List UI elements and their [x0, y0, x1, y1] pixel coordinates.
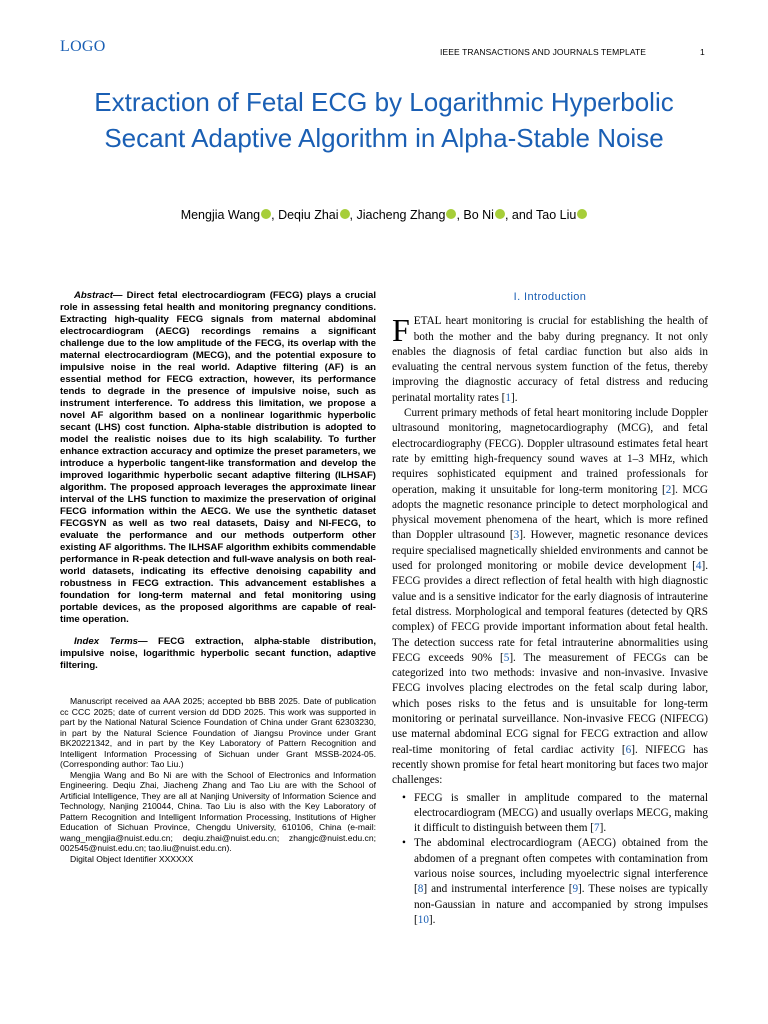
- author-name: Mengjia Wang: [180, 208, 261, 222]
- footnote: [60, 696, 376, 864]
- author-name: , Bo Ni: [456, 208, 494, 222]
- intro-paragraph-1: [392, 314, 708, 406]
- intro-paragraph-2: Current primary methods of fetal heart monitoring include Doppler ultrasound monitoring, magnetocardiography (MCG), and fetal electrocardiography (FECG). Doppler ultrasound estimates fetal heart rate by emitting high-frequency sound waves at 1–3 MHz, which requires sophisticated equipment and trained professionals for operation, making it unsuitable for long-term monitoring [2]. MCG adopts the magnetic resonance principle to detect morphological and physical movement phenomena of the heart, which is more refined than Doppler ultrasound [3]. However, magnetic resonance devices require specialised magnetically shielded environments and cannot be used for prolonged monitoring or mobile device development [4]. FECG provides a direct reflection of fetal health with high diagnostic value and is a sensitive indicator for the early diagnosis of intrauterine fetal distress. Morphological and temporal features (detected by QRS complex) of FECG provide important information about fetal health. The detection success rate for fetal intrauterine abnormalities using FECG exceeds 90% [5]. The measurement of FECGs can be categorized into two methods: invasive and non-invasive. Invasive FECG involves placing electrodes on the fetal scalp during labor, which poses risks to the fetus and is unsuitable for long-term monitoring or perinatal surveillance. Non-invasive FECG (NIFECG) use maternal abdominal ECG signal for FECG extraction and allow real-time monitoring of fetal cardiac activity [6]. NIFECG has recently shown promise for fetal heart monitoring but faces two major challenges:: [392, 407, 708, 787]
- author-name: , and Tao Liu: [504, 208, 577, 222]
- index-terms-label: Index Terms: [74, 636, 138, 647]
- paper-title: Extraction of Fetal ECG by Logarithmic Hyperbolic Secant Adaptive Algorithm in Alpha-Stable Noise: [94, 87, 674, 153]
- index-terms: [60, 636, 376, 672]
- intro-paragraph-1-text: ETAL heart monitoring is crucial for establishing the health of both the mother and the baby during pregnancy. It not only enables the diagnosis of fetal cardiac function but also aids in evaluating the central nervous system function of the fetus, thereby improving the diagnostic accuracy of fetal distress and reducing perinatal mortality rates [1].: [392, 315, 708, 404]
- abstract: [60, 290, 376, 626]
- orcid-icon[interactable]: [261, 209, 271, 219]
- page-number: 1: [700, 47, 705, 57]
- orcid-icon[interactable]: [340, 209, 350, 219]
- index-terms-text: — FECG extraction, alpha-stable distribution, impulsive noise, logarithmic hyperbolic secant function, adaptive filtering.: [60, 636, 376, 671]
- abstract-text: — Direct fetal electrocardiogram (FECG) plays a crucial role in assessing fetal health and monitoring pregnancy conditions. Extracting high-quality FECG signals from maternal abdominal electrocardiogram (AECG) recordings remains a significant challenge due to the low amplitude of the FECG, its overlap with the maternal electrocardiogram (MECG), and the potential exposure to impulsive noise in the real world. Adaptive filtering (AF) is an essential method for FECG extraction, however, its performance tends to degrade in the presence of impulsive noise, such as instrument interference. To address this limitation, we propose a novel AF algorithm based on a nonlinear logarithmic hyperbolic secant (LHS) cost function. Alpha-stable distribution is adopted to model the realistic noises due to its high scalability. To further enhance extraction accuracy and optimize the preset parameters, we introduce a hyperbolic tangent-like transformation and develop the improved logarithmic hyperbolic secant adaptive filtering (ILHSAF) algorithm. The proposed approach leverages the approximate linear interval of the LHS function to maximize the preservation of original FECG information within the AECG. We use the synthetic dataset FECGSYN as well as two real datasets, Daisy and NI-FECG, to evaluate the performance and our methods outperform other existing AF algorithms. The ILHSAF algorithm exhibits commendable performance in R-peak detection and full-wave analysis on both real-world datasets, indicating its effective denoising capability and robustness in FECG extraction. This advancement establishes a foundation for long-term maternal and fetal monitoring using portable devices, as the proposed algorithms are capable of real-time operation.: [60, 290, 376, 625]
- abstract-label: Abstract: [74, 290, 113, 301]
- list-item: • FECG is smaller in amplitude compared to the maternal electrocardiogram (MECG) and usually overlaps MECG, making it difficult to distinguish between them [7].: [414, 791, 708, 837]
- author-list: [60, 208, 708, 222]
- drop-cap: F: [392, 312, 410, 349]
- orcid-icon[interactable]: [577, 209, 587, 219]
- footnote-manuscript: Manuscript received aa AAA 2025; accepted bb BBB 2025. Date of publication cc CCC 2025; date of current version dd DDD 2025. This work was supported in part by the National Natural Science Foundation of China under Grant 62303230, in part by the Natural Science Foundation of Jiangsu Province under Grant BK20221342, and in part by the Key Laboratory of Pattern Recognition and Intelligent Information Processing of Sichuan under Grant MSSB-2024-05. (Corresponding author: Tao Liu.): [60, 696, 376, 769]
- author-name: , Jiacheng Zhang: [349, 208, 446, 222]
- author-name: , Deqiu Zhai: [271, 208, 339, 222]
- footnote-affiliations: Mengjia Wang and Bo Ni are with the School of Electronics and Information Engineering. Deqiu Zhai, Jiacheng Zhang and Tao Liu are with the School of Artificial Intelligence, They are all at Nanjing University of Information Science and Technology, Nanjing 210044, China. Tao Liu is also with the Key Laboratory of Pattern Recognition and Intelligent Information Processing, Institutions of Higher Education of Sichuan Province, Chengdu University, 610106, China (e-mail: wang_mengjia@nuist.edu.cn; deqiu.zhai@nuist.edu.cn; zhangjc@nuist.edu.cn; 002545@nuist.edu.cn; tao.liu@nuist.edu.cn).: [60, 769, 376, 853]
- orcid-icon[interactable]: [446, 209, 456, 219]
- footnote-doi: Digital Object Identifier XXXXXX: [70, 853, 194, 864]
- challenge-list: [392, 791, 708, 929]
- list-item: • The abdominal electrocardiogram (AECG) obtained from the abdomen of a pregnant often competes with contamination from various noise sources, including myoelectric signal interference [8] and instrumental interference [9]. These noises are typically non-Gaussian in nature and accompanied by strong impulses [10].: [414, 836, 708, 928]
- left-column: [60, 290, 376, 864]
- section-heading: I. Introduction: [513, 291, 587, 303]
- running-header: IEEE TRANSACTIONS AND JOURNALS TEMPLATE: [440, 47, 647, 57]
- journal-logo: LOGO: [60, 38, 106, 55]
- orcid-icon[interactable]: [495, 209, 505, 219]
- right-column: [392, 290, 708, 928]
